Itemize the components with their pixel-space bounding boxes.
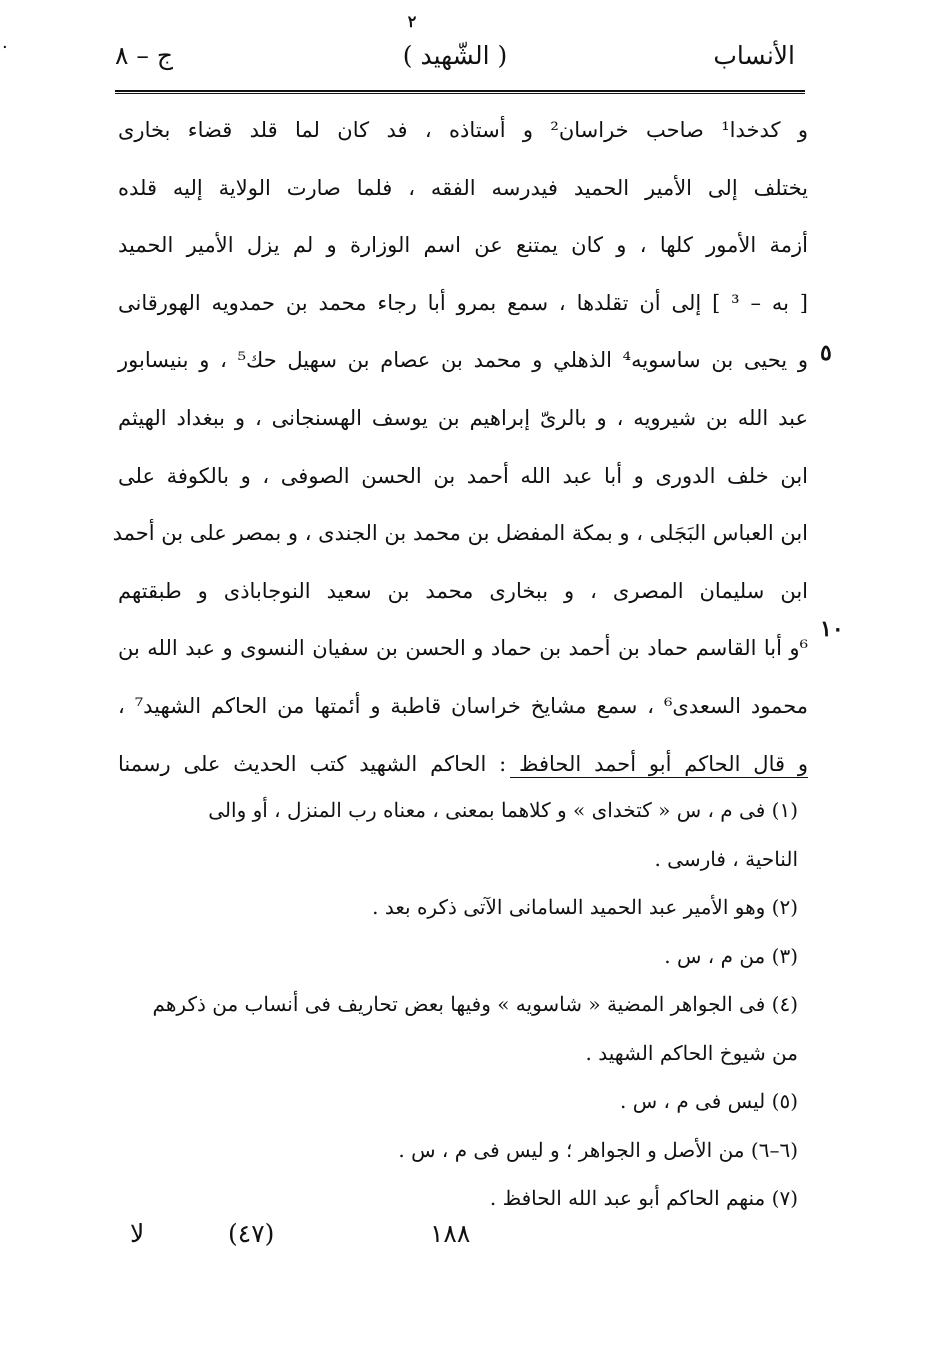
running-header — [115, 36, 795, 80]
footnotes — [100, 786, 798, 1223]
line-number-10: ١٠ — [820, 616, 844, 642]
footnote-line: (١) فى م ، س « كتخداى » و كلاهما بمعنى ، معناه رب المنزل ، أو والى — [208, 798, 798, 822]
footer-paren-number: (٤٧) — [228, 1219, 275, 1248]
footnote-line: (٣) من م ، س . — [664, 943, 798, 968]
text-line: يختلف إلى الأمير الحميد فيدرسه الفقه ، فلما صارت الولاية إليه قلده — [118, 175, 808, 200]
footnote-line: الناحية ، فارسى . — [654, 846, 798, 871]
main-text — [112, 102, 809, 793]
header-title: الأنساب — [713, 41, 795, 70]
footnote-line: (٥) ليس فى م ، س . — [620, 1089, 798, 1113]
footnote-line: (٢) وهو الأمير عبد الحميد السامانى الآتى ذكره بعد . — [372, 895, 798, 919]
text-line: أزمة الأمور كلها ، و كان يمتنع عن اسم الوزارة و لم يزل الأمير الحميد — [118, 233, 808, 258]
text-line: و كدخدا¹ صاحب خراسان² و أستاذه ، فد كان لما قلد قضاء بخارى — [118, 118, 808, 142]
text-line: ابن خلف الدورى و أبا عبد الله أحمد بن الحسن الصوفى ، و بالكوفة على — [118, 463, 808, 488]
footnote-line: (٤) فى الجواهر المضية « شاسويه » وفيها بعض تحاريف فى أنساب من ذكرهم — [152, 992, 798, 1016]
text-line: ابن العباس البَجَلى ، و بمكة المفضل بن محمد بن الجندى ، و بمصر على بن أحمد — [112, 521, 808, 546]
text-line: محمود السعدى⁶ ، سمع مشايخ خراسان قاطبة و أئمتها من الحاكم الشهيد⁷ ، — [118, 693, 808, 718]
text-line: و يحيى بن ساسويه⁴ الذهلي و محمد بن عصام بن سهيل حك⁵ ، و بنيسابور — [118, 348, 809, 373]
line-number-5: ٥ — [820, 340, 832, 366]
header-volume: ج – ٨ — [115, 41, 173, 70]
text-line: و قال الحاكم أبو أحمد الحافظ : الحاكم الشهيد كتب الحديث على رسمنا — [118, 751, 808, 776]
footnote-line: (٧) منهم الحاكم أبو عبد الله الحافظ . — [489, 1186, 798, 1210]
header-section: ( الشّهيد ) — [402, 41, 508, 70]
footnote-rule — [510, 777, 808, 778]
footnote-line: (٦–٦) من الأصل و الجواهر ؛ و ليس فى م ، س . — [398, 1137, 798, 1162]
text-line: ⁶و أبا القاسم حماد بن أحمد بن حماد و الحسن بن سفيان النسوى و عبد الله بن — [118, 636, 808, 661]
text-line: عبد الله بن شيرويه ، و بالرىّ إبراهيم بن يوسف الهسنجانى ، و ببغداد الهيثم — [118, 405, 808, 430]
text-line: [ به – ³ ] إلى أن تقلدها ، سمع بمرو أبا رجاء محمد بن حمدويه الهورقانى — [118, 290, 808, 315]
footnote-line: من شيوخ الحاكم الشهيد . — [585, 1040, 798, 1065]
signature-mark: لا — [130, 1219, 145, 1248]
header-rule — [115, 90, 805, 94]
top-mark: ٢ — [407, 12, 417, 31]
edge-mark: ٠ — [0, 36, 10, 57]
page-number: ١٨٨ — [430, 1219, 471, 1248]
text-line: ابن سليمان المصرى ، و ببخارى محمد بن سعيد النوجاباذى و طبقتهم — [118, 578, 808, 603]
